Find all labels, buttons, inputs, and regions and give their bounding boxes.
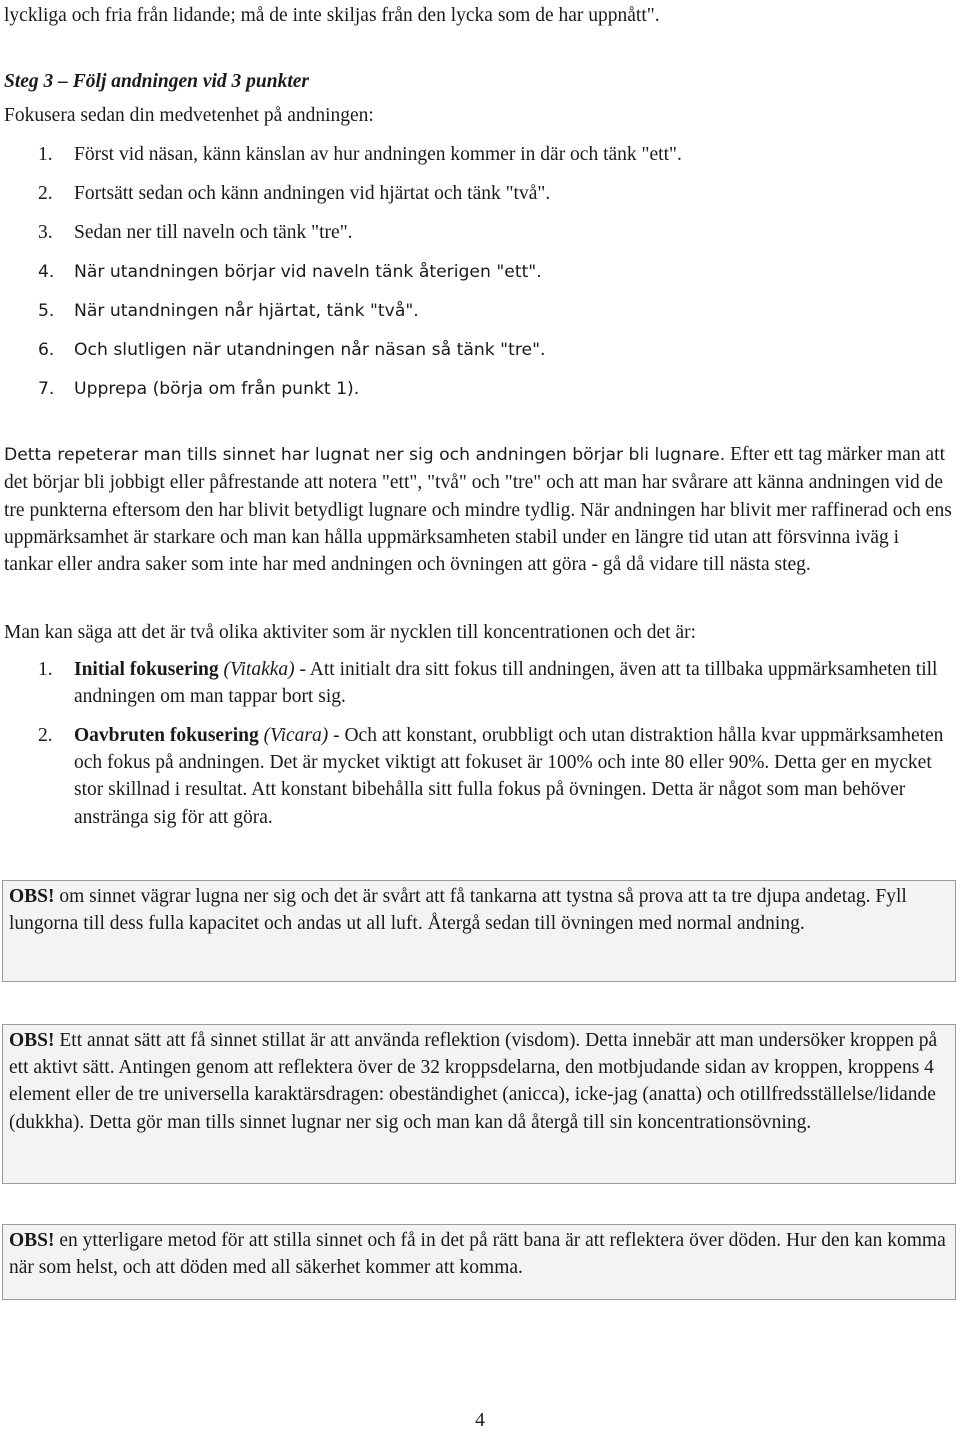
list-number: 4. [38,262,55,282]
list-text: Fortsätt sedan och känn andningen vid hjärtat och tänk "två". [74,183,551,204]
list-text: När utandningen börjar vid naveln tänk återigen "ett". [74,262,542,282]
term-description: - Att initialt dra sitt fokus till andningen, även att ta tillbaka uppmärksamheten till andningen om man tappar bort sig. [74,659,938,708]
obs-box [2,1024,956,1184]
obs-label: OBS! [9,1030,55,1051]
step-heading: Steg 3 – Följ andningen vid 3 punkter [4,71,310,92]
paragraph [4,441,952,578]
paragraph-sans-part: Detta repeterar man tills sinnet har lugnat ner sig och andningen börjar bli lugnare. [4,445,726,465]
obs-text: en ytterligare metod för att stilla sinnet och få in det på rätt bana är att reflektera över döden. Hur den kan komma när som helst, och att döden med all säkerhet kommer att komma. [9,1230,946,1279]
page-number: 4 [475,1410,485,1431]
obs-box [2,880,956,982]
list-text: Sedan ner till naveln och tänk "tre". [74,222,353,243]
term-bold: Oavbruten fokusering [74,725,259,746]
list-text [74,722,954,831]
list-number: 1. [38,144,53,165]
list-text: Först vid näsan, känn känslan av hur andningen kommer in där och tänk "ett". [74,144,682,165]
term-description: - Och att konstant, orubbligt och utan distraktion hålla kvar uppmärksamheten och fokus på andningen. Det är mycket viktigt att fokuset är 100% och inte 80 eller 90%. Detta ger en mycket stor skillnad i resultat. Att konstant bibehålla sitt fulla fokus på övningen. Detta är något som man behöver anstränga sig för att göra. [74,725,944,828]
continued-text-line: lyckliga och fria från lidande; må de inte skiljas från den lycka som de har uppnått". [4,5,660,26]
list-text: Upprepa (börja om från punkt 1). [74,379,360,399]
obs-label: OBS! [9,886,55,907]
list-number: 6. [38,340,55,360]
list-number: 3. [38,222,53,243]
term-bold: Initial fokusering [74,659,219,680]
list-text [74,656,954,710]
paragraph-serif-part: Efter ett tag märker man att det börjar bli jobbigt eller påfrestande att notera "ett", "två" och "tre" och att man har svårare att känna andningen vid de tre punkterna eftersom den har blivit betydligt lugnare och mindre tydlig. När andningen har blivit mer raffinerad och ens uppmärksamhet är starkare och man kan hålla uppmärksamheten stabil under en längre tid utan att försvinna iväg i tankar eller andra saker som inte har med andningen och övningen att göra - gå då vidare till nästa steg. [4,444,952,576]
obs-box [2,1224,956,1300]
obs-text: om sinnet vägrar lugna ner sig och det är svårt att få tankarna att tystna så prova att ta tre djupa andetag. Fyll lungorna till dess fulla kapacitet och andas ut all luft. Återgå sedan till övningen med normal andning. [9,886,907,935]
paragraph: Man kan säga att det är två olika aktiviter som är nycklen till koncentrationen och det är: [4,622,697,643]
list-number: 2. [38,183,53,204]
list-text: När utandningen når hjärtat, tänk "två". [74,301,419,321]
list-number: 7. [38,379,55,399]
obs-text: Ett annat sätt att få sinnet stillat är att använda reflektion (visdom). Detta innebär att man undersöker kroppen på ett aktivt sätt. Antingen genom att reflektera över de 32 kroppsdelarna, den motbjudande sidan av kroppen, kroppens 4 element eller de tre universella karaktärsdragen: obeständighet (anicca), icke-jag (anatta) och otillfredsställelse/lidande (dukkha). Detta gör man tills sinnet lugnar ner sig och man kan då återgå till sin koncentrationsövning. [9,1030,938,1133]
list-text: Och slutligen när utandningen når näsan så tänk "tre". [74,340,546,360]
list-number: 5. [38,301,55,321]
step-intro: Fokusera sedan din medvetenhet på andningen: [4,105,374,126]
list-number: 2. [38,725,53,746]
list-number: 1. [38,659,53,680]
term-italic: (Vitakka) [223,659,295,680]
obs-label: OBS! [9,1230,55,1251]
term-italic: (Vicara) [263,725,329,746]
